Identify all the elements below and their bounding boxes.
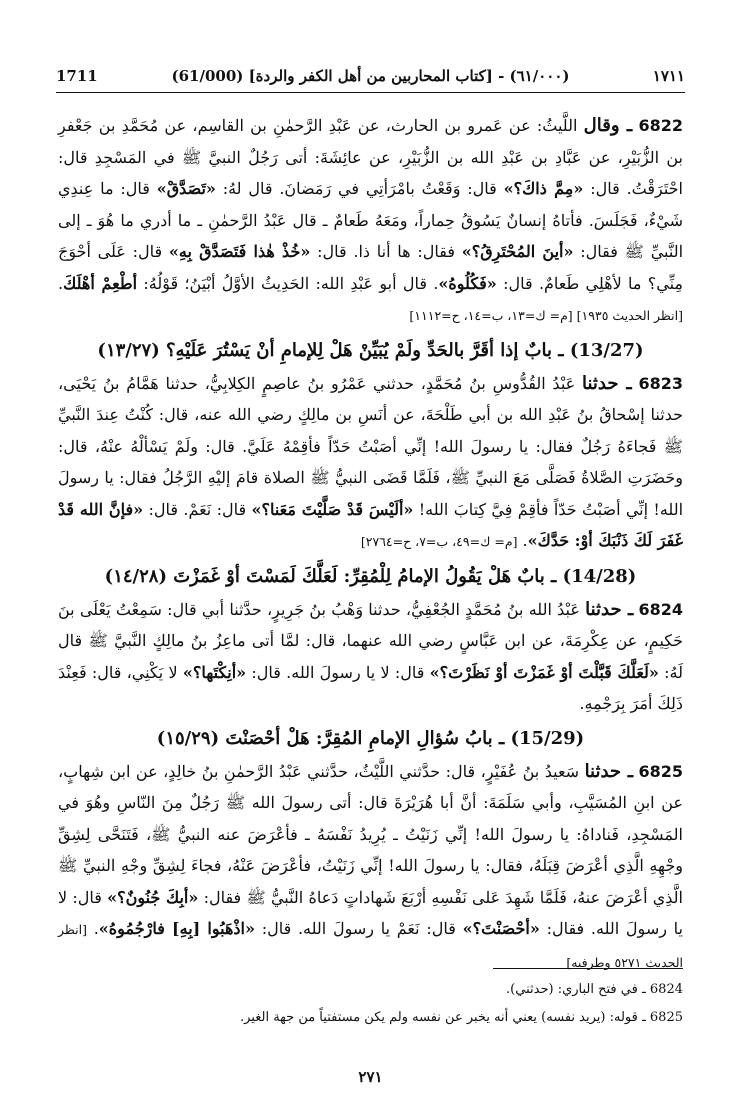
footnotes — [58, 976, 683, 1032]
chapter-heading-13: (13/27) ـ بابٌ إذا أقَرَّ بالحَدِّ ولَمْ يُبَيِّنْ هَلْ لِلإمامِ أنْ يَسْتُرَ عَلَيْهِ؟ (١٣/٢٧) — [97, 339, 644, 361]
prophet-quote: «لَعَلَّكَ قَبَّلْتَ أوْ غَمَزْتَ أوْ نَظَرْتَ؟» — [429, 662, 659, 682]
hadith-reference: [انظر الحديث ١٩٣٥] [م= ك=١٣، ب=١٤، ح=١١١٢] — [409, 308, 683, 323]
hadith-text: اللَّيثُ: عن عَمرو بن الحارث، عن عَبْدِ الرَّحمٰنِ بن القاسِم، عن مُحَمَّدِ بن جَعْفرِ بن الزُّبَيْرِ، عن عَبَّادِ بن عَبْدِ الله بن الزُّبَيْرِ، عن عائِشَةَ: أتى رَجُلٌ النبيَّ ﷺ في المَسْجِدِ قال: احْتَرَقْتُ. قال: — [58, 116, 684, 198]
prophet-quote: «أحْصَنْتَ؟» — [462, 919, 540, 938]
page-number-latin: 1711 — [56, 67, 98, 85]
prophet-quote: «أينَ المُحْتَرِقُ؟» — [461, 242, 574, 261]
footnote-divider — [493, 968, 683, 969]
footnote: 6824 ـ في فتح الباري: (حدثني). — [506, 982, 683, 997]
prophet-quote: «أنِكْتَها؟» — [182, 662, 247, 682]
hadith-quote: أطْعِمْ أهْلَكَ — [63, 273, 138, 293]
hadith-text: فقال: ها أنا ذا. قال: — [310, 242, 462, 261]
hadith-reference: [م= ك=٤٩، ب=٧، ح=٢٧٦٤] — [360, 534, 518, 549]
header-divider — [56, 92, 685, 93]
hadith-reference: [انظر الحديث ٥٢٧١ وطرفيه] — [58, 922, 683, 970]
hadith-number: 6823 — [638, 373, 683, 393]
prophet-quote: «اذْهَبُوا [بِهِ] فارْجُمُوهُ» — [98, 919, 255, 938]
hadith-text: قال: ما عِندِي شَيْءٌ، فَجَلَسَ. فأتاهُ إنسانٌ يَسُوقُ حِماراً، ومَعَهُ طَعامٌ ـ قال عَبْدُ الرَّحمٰنِ ـ ما أدري ما هُوَ ـ إلى النَّبيِّ ﷺ فقال: — [58, 179, 684, 261]
hadith-opener: ـ حدثنا — [585, 598, 634, 620]
prophet-quote: «ألَيْسَ قَدْ صَلَّيْتَ مَعَنا؟» — [251, 499, 414, 519]
prophet-quote: «أبِكَ جُنُونٌ؟» — [107, 887, 199, 907]
hadith-text: عَبْدُ الله بنُ مُحَمَّدٍ الجُعْفِيُّ، حدثنا وَهْبُ بنُ جَرِيرٍ، حدَّثنا أبي قال: سَمِعْتُ يَعْلَى بنَ حَكِيمٍ، عن عِكْرِمَةَ، عن ابن عَبَّاسٍ رضي الله عنهما، قال: لمَّا أتى ماعِزُ بنُ مالِكٍ النَّبيَّ ﷺ قال لَهُ: — [58, 599, 684, 682]
hadith-number: 6822 — [638, 116, 683, 135]
hadith-6824 — [58, 594, 683, 720]
hadith-text: قال: نَعَمْ. قال: — [143, 499, 252, 519]
hadith-text: قال: وَقَعْتُ بامْرَأتِي في رَمَضانَ. قال لهُ: — [215, 179, 504, 198]
prophet-quote: «خُذْ هٰذا فَتَصَدَّقْ بِهِ» — [168, 242, 311, 261]
hadith-opener: ـ وقال — [583, 115, 633, 136]
hadith-text: لا يَكْنِي، قال: فَعِنْدَ ذَلِكَ أمَرَ بِرَجْمِهِ. — [58, 662, 683, 713]
hadith-number: 6825 — [638, 761, 684, 781]
running-header — [56, 62, 685, 90]
chapter-heading-14: (14/28) ـ بابٌ هَلْ يَقُولُ الإمامُ لِلْمُقِرِّ: لَعَلَّكَ لَمَسْتَ أوْ غَمَزْتَ (١٤/٢٨) — [104, 565, 637, 587]
prophet-quote: «فَكُلُوهُ» — [438, 273, 497, 293]
hadith-6825 — [58, 756, 683, 979]
hadith-text: قال: لا يا رسولَ الله. فقال: — [58, 887, 684, 938]
hadith-6823 — [58, 368, 683, 558]
page-number: ٢٧١ — [358, 1068, 383, 1086]
hadith-text: . — [517, 531, 528, 550]
page-number-arabic: ١٧١١ — [652, 67, 685, 85]
hadith-text: . — [86, 919, 99, 938]
prophet-quote: «فإنَّ الله قَدْ غَفَرَ لَكَ ذَنْبَكَ أوْ: حَدَّكَ» — [58, 499, 683, 550]
hadith-number: 6824 — [638, 599, 684, 619]
hadith-text: . — [58, 273, 64, 293]
running-title: (٦١/٠٠٠) - [كتاب المحاربين من أهل الكفر والردة] (61/000) — [171, 67, 570, 85]
hadith-opener: ـ حدثنا — [584, 760, 633, 782]
prophet-quote: «تَصَدَّقْ» — [156, 179, 216, 198]
hadith-text: قال: عَلَى أحْوَجَ مِنِّي؟ ما لأهْلِي طَعامٌ. قال: — [58, 242, 684, 293]
hadith-6822 — [58, 110, 683, 332]
hadith-text: . قال أبو عَبْدِ الله: الحَدِيثُ الأوَّلُ أبْيَنُ؛ قَوْلُهُ: — [137, 273, 439, 293]
hadith-text: قال: نَعَمْ يا رسولَ الله. قال: — [254, 919, 463, 938]
hadith-text: قال: لا يا رسولَ الله. قال: — [246, 662, 430, 682]
hadith-text: عَبْدُ القُدُّوسِ بنُ مُحَمَّدٍ، حدثني عَمْرُو بنُ عاصِمٍ الكِلابِيُّ، حدثنا هَمَّامُ بنُ يَحْيَى، حدثنا إسْحاقُ بنُ عَبْدِ الله بن أبي طَلْحَةَ، عن أنَسِ بن مالِكٍ رضي الله عنه، قال: كُنْتُ عِندَ النَّبيِّ ﷺ فَجاءَهُ رَجُلٌ فقال: يا رسولَ الله! إنِّي أصَبْتُ حَدّاً فأقِمْهُ عَلَيَّ. قال: ولَمْ يَسْألْهُ عنْهُ، قال: وحَضَرَتِ الصَّلاةُ فَصَلَّى مَعَ النبيِّ ﷺ، فَلَمَّا قَضَى النبيُّ ﷺ الصلاة قامَ إليْهِ الرَّجُلُ فقال: يا رسولَ الله! إنِّي أصَبْتُ حَدّاً فأقِمْ فِيَّ كِتابَ الله! — [58, 373, 684, 519]
prophet-quote: «مِمَّ ذاكَ؟» — [503, 179, 584, 198]
main-text — [58, 110, 683, 978]
footnote: 6825 ـ قوله: (يريد نفسه) يعني أنه يخبر عن نفسه ولم يكن مستفتياً من جهة الغير. — [239, 1010, 683, 1025]
chapter-heading-15: (15/29) ـ بابُ سُؤالِ الإمامِ المُقِرَّ: هَلْ أحْصَنْتَ (١٥/٢٩) — [156, 727, 585, 749]
hadith-opener: ـ حدثنا — [581, 372, 632, 394]
hadith-text: سَعيدُ بنُ عُفَيْرٍ، قال: حدَّثني اللَّيْثُ، حدَّثني عَبْدُ الرَّحمٰنِ بنُ خالِدٍ، عن ابن شِهابٍ، عن ابنِ المُسَيَّبِ، وأبي سَلَمَةَ: أنَّ أبا هُرَيْرَةَ قال: أتى رسولَ الله ﷺ رَجُلٌ مِنَ النّاسِ وهُوَ في المَسْجِدِ، فَناداهُ: يا رسولَ الله! إنِّي زَنَيْتُ ـ يُرِيدُ نَفْسَهُ ـ فأعْرَضَ عنه النبيُّ ﷺ، فَتَنَحَّى لِشِقِّ وجْهِهِ الَّذِي أعْرَضَ قِبَلَهُ، فقال: يا رسولَ الله! إنِّي زَنَيْتُ، فأعْرَضَ عَنْهُ، فجاءَ لِشِقِّ وجْهِ النبيِّ ﷺ الَّذِي أعْرَضَ عنهُ، فَلَمَّا شَهِدَ عَلى نَفْسِهِ أرْبَعَ شَهاداتٍ دَعاهُ النَّبيُّ ﷺ فقال: — [58, 761, 683, 907]
